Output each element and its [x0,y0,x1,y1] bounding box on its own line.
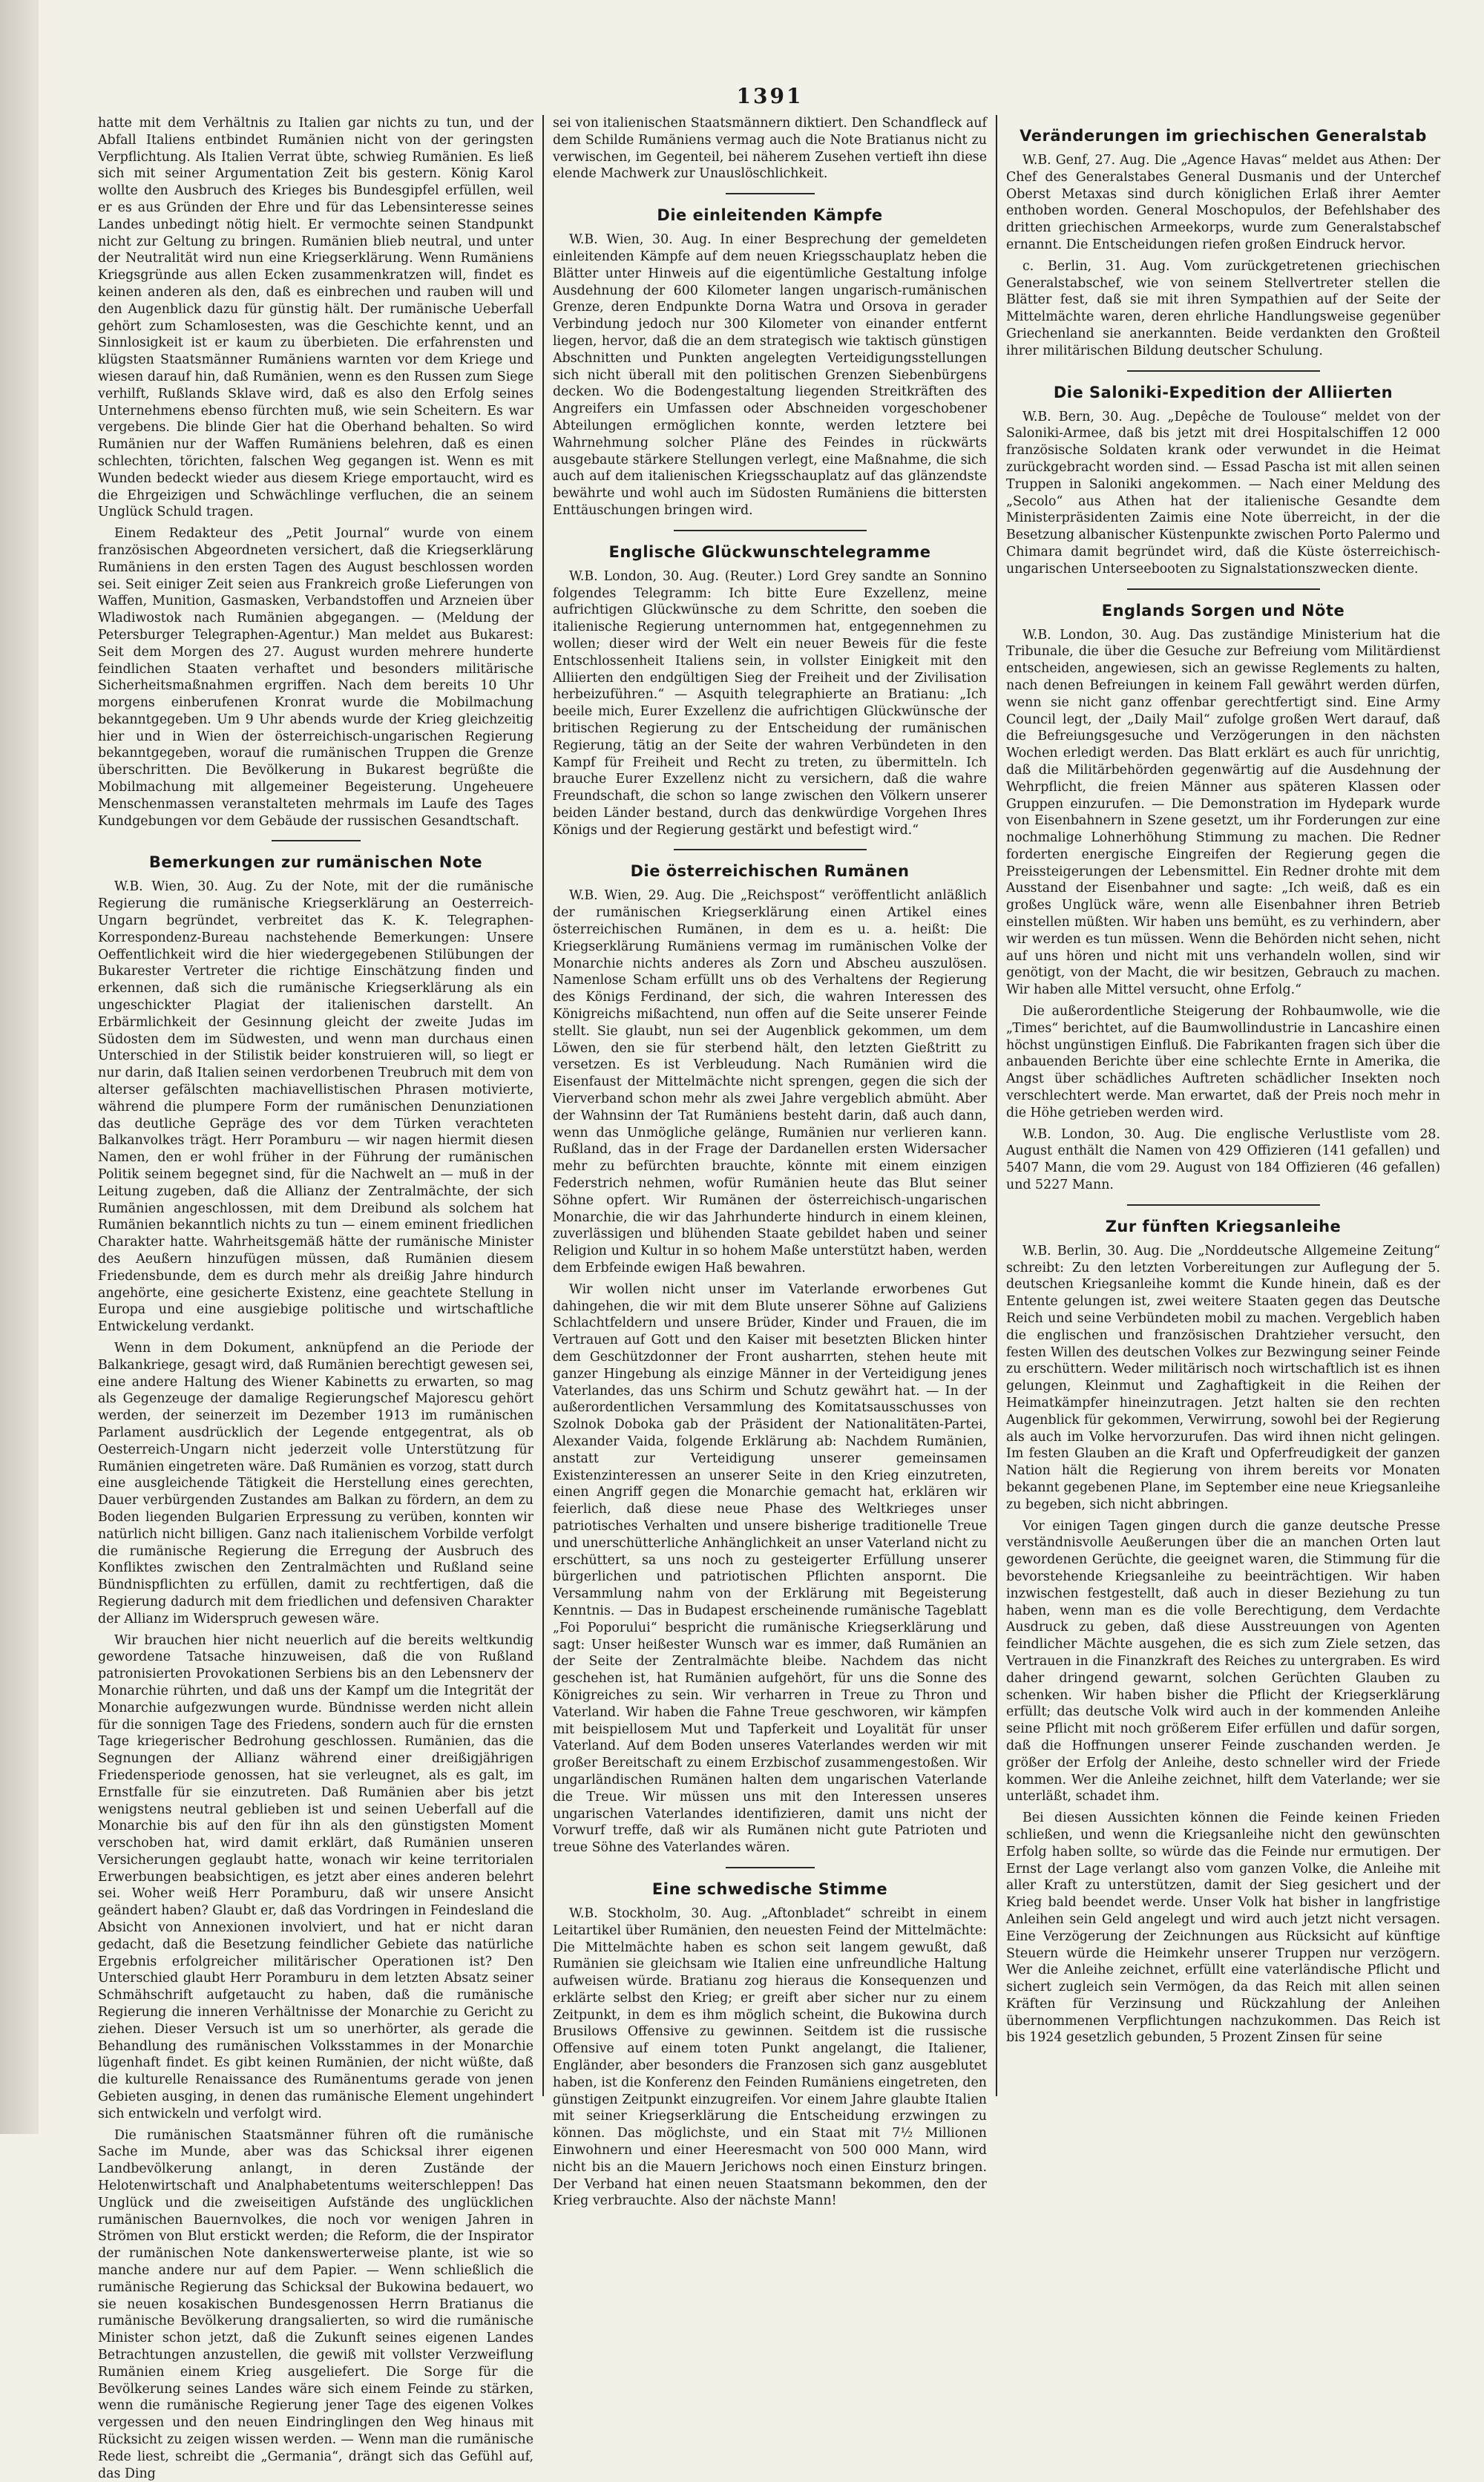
article-paragraph: W.B. Wien, 29. Aug. Die „Reichspost“ veröffentlicht anläßlich der rumänischen Kriegserklärung einen Artikel eines österreichischen Rumänen, in dem es u. a. heißt: Die Kriegserklärung Rumäniens vermag im rumänischen Volke der Monarchie nichts anderes als Zorn und Abscheu auszulösen. Namenlose Scham erfüllt uns ob des Verhaltens der Regierung des Königs Ferdinand, der sich, die wahren Interessen des Königreichs mißachtend, nun offen auf die Seite unserer Feinde stellt. Sie glaubt, nun sei der Augenblick gekommen, um dem Löwen, den sie für sterbend hält, den letzten Gießtritt zu versetzen. Es ist Verbleudung. Nach Rumänien wird die Eisenfaust der Mittelmächte nicht sprengen, gegen die sich der Vierverband schon mehr als zwei Jahre vergeblich abmüht. Aber der Wahnsinn der Tat Rumäniens besteht darin, daß auch dann, wenn das Unmögliche gelänge, Rumänien nur verlieren kann. Rußland, das in der Frage der Dardanellen ersten Widersacher mehr zu befürchten brauchte, könnte mit einem einzigen Federstrich nehmen, wofür Rumänien heute das Blut seiner Söhne opfert. Wir Rumänen der österreichisch-ungarischen Monarchie, die wir das Jahrhunderte hindurch in einem kleinen, zuverlässigen und blühenden Staate gebildet haben und seiner Religion und Kultur in so hohem Maße unterstützt haben, werden dem Erbfeinde ewigen Haß bewahren. [553,888,987,1276]
newspaper-page [89,70,1451,2481]
article-headline: Die österreichischen Rumänen [630,862,910,881]
section-divider [272,840,361,841]
article-paragraph: W.B. Berlin, 30. Aug. Die „Norddeutsche Allgemeine Zeitung“ schreibt: Zu den letzten Vorbereitungen zur Auflegung der 5. deutschen Kriegsanleihe kommt die Kunde hinein, daß es der Entente gelungen ist, zwei weitere Staaten gegen das Deutsche Reich und seine Verbündeten mobil zu machen. Vergeblich haben die englischen und französischen Drahtzieher versucht, den festen Willen des deutschen Volkes zur Bezwingung seiner Feinde zu erschüttern. Weder militärisch noch wirtschaftlich ist es ihnen gelungen, Kleinmut und Zaghaftigkeit in die Reihen der Heimatkämpfer hineinzutragen. Jetzt halten sie den rechten Augenblick für gekommen, Verwirrung, sowohl bei der Regierung als auch im Volke hervorzurufen. Das wird ihnen nicht gelingen. Im festen Glauben an die Kraft und Opferfreudigkeit der ganzen Nation hält die Regierung von ihrem bereits vor Monaten bekannt gegebenen Plane, im September eine neue Kriegsanleihe zu begeben, sich nicht abbringen. [1006,1243,1440,1512]
article-paragraph: Vor einigen Tagen gingen durch die ganze deutsche Presse verständnisvolle Aeußerungen über die an manchen Orten laut gewordenen Gerüchte, die geeignet waren, die Stimmung für die bevorstehende Kriegsanleihe zu beeinträchtigen. Wir haben inzwischen festgestellt, daß auch in dieser Beziehung zu tun haben, wenn man es die volle Berechtigung, dem Verdachte Ausdruck zu geben, daß diese Ausstreuungen von Agenten feindlicher Mächte ausgehen, die es sich zum Ziele setzen, das Vertrauen in die Finanzkraft des Reiches zu untergraben. Es wird daher dringend gewarnt, solchen Gerüchten Glauben zu schenken. Wir haben bisher die Pflicht der Kriegserklärung erfüllt; das deutsche Volk wird auch in der kommenden Anleihe seine Pflicht mit noch größerem Eifer erfüllen und dafür sorgen, daß die Hoffnungen unserer Feinde zuschanden werden. Je größer der Erfolg der Anleihe, desto schneller wird der Friede kommen. Wer die Anleihe zeichnet, hilft dem Vaterlande; wer sie unterläßt, schadet ihm. [1006,1518,1440,1805]
section-divider [726,1867,815,1868]
article-paragraph: Einem Redakteur des „Petit Journal“ wurde von einem französischen Abgeordneten versichert, daß die Kriegserklärung Rumäniens in den ersten Tagen des August beschlossen worden sei. Seit einiger Zeit seien aus Frankreich große Lieferungen von Waffen, Munition, Gasmasken, Verbandstoffen und Arzneien über Wladiwostok nach Rumänien abgegangen. — (Meldung der Petersburger Telegraphen-Agentur.) Man meldet aus Bukarest: Seit dem Morgen des 27. August wurden mehrere hunderte feindlichen Staaten verhaftet und besonders militärische Sicherheitsmaßnahmen ergriffen. Nach dem bereits 10 Uhr morgens einberufenen Kronrat wurde die Mobilmachung bekanntgegeben. Um 9 Uhr abends wurde der Krieg gleichzeitig hier und in Wien der österreichisch-ungarischen Regierung bekanntgegeben, worauf die rumänischen Truppen die Grenze überschritten. Die Bevölkerung in Bukarest begrüßte die Mobilmachung mit allgemeiner Begeisterung. Ungeheuere Menschenmassen veranstalteten mehrmals im Laufe des Tages Kundgebungen vor dem Gebäude der russischen Gesandtschaft. [98,526,533,829]
column-3 [996,115,1449,2096]
article-headline: Die einleitenden Kämpfe [657,206,883,225]
article-headline: Die Saloniki-Expedition der Alliierten [1053,383,1393,401]
section-divider [674,530,867,531]
article-paragraph: Wir brauchen hier nicht neuerlich auf die bereits weltkundig gewordene Tatsache hinzuweisen, daß die von Rußland patronisierten Provokationen Serbiens bis an den Lebensnerv der Monarchie rührten, und daß uns der Kampf um die Integrität der Monarchie aufgezwungen wurde. Bündnisse werden nicht allein für die sonnigen Tage des Friedens, sondern auch für die ernsten Tage kriegerischer Bedrohung geschlossen. Rumänien, das die Segnungen der Allianz während einer dreißigjährigen Friedensperiode genossen, hat sie verleugnet, als es galt, im Ernstfalle für sie einzutreten. Daß Rumänien aber bis jetzt wenigstens neutral geblieben ist und seinen Ueberfall auf die Monarchie bis auf den für ihn als den günstigsten Moment verschoben hat, wird damit erklärt, daß Rumänien unseren Versicherungen geglaubt hatte, wonach wir keine territorialen Erwerbungen beabsichtigen, es jetzt aber eines anderen belehrt sei. Woher weiß Herr Poramburu, daß wir unsere Ansicht geändert haben? Glaubt er, daß das Vordringen in Feindesland die Absicht von Annexionen involviert, und hat er nicht daran gedacht, daß die Besetzung feindlicher Gebiete das natürliche Ergebnis erfolgreicher militärischer Operationen ist? Den Unterschied glaubt Herr Poramburu in dem letzten Absatz seiner Schmähschrift aufgetaucht zu haben, daß die rumänische Regierung die inneren Verhältnisse der Monarchie zu Gericht zu ziehen. Dieser Versuch ist um so unerhörter, als gerade die Behandlung des rumänischen Volksstammes in der Monarchie lügenhaft findet. Es gibt keinen Rumänien, der nicht wüßte, daß die kulturelle Renaissance des Rumänentums gerade von jenen Gebieten ausging, in denen das rumänische Element ungehindert sich entwickeln und verfolgt wird. [98,1632,533,2121]
article-paragraph: W.B. Stockholm, 30. Aug. „Aftonbladet“ schreibt in einem Leitartikel über Rumänien, den neuesten Feind der Mittelmächte: Die Mittelmächte haben es schon seit langem gewußt, daß Rumänien sie gleichsam wie Italien eine unfreundliche Haltung aufweisen würde. Bratianu zog hieraus die Konsequenzen und erklärte selbst den Krieg; er greift aber sicher nur zu einem Zeitpunkt, in dem es ihm möglich scheint, die Bukowina durch Brusilows Offensive zu gewinnen. Seitdem ist die russische Offensive auf einem toten Punkt angelangt, die Italiener, Engländer, aber besonders die Franzosen sich ganz ausgeblutet haben, ist die Konferenz den Feinden Rumäniens eingetreten, den günstigen Zeitpunkt einzugreifen. Vor einem Jahre glaubte Italien mit seiner Kriegserklärung die Entscheidung erzwingen zu können. Das möglichste, und ein Staat mit 7½ Millionen Einwohnern und einer Heeresmacht von 500 000 Mann, wird nicht bis an die Mauern Jerichows noch einen Einsturz bringen. Der Verband hat einen neuen Staatsmann bekommen, den der Krieg verbrauchte. Also der nächste Mann! [553,1905,987,2209]
article-paragraph: W.B. London, 30. Aug. Das zuständige Ministerium hat die Tribunale, die über die Gesuche zur Befreiung vom Militärdienst entscheiden, angewiesen, sich an gewisse Reglements zu halten, nach denen Befreiungen in keinem Fall gewährt werden dürfen, wenn sie nicht ganz offenbar gerechtfertigt sind. Eine Army Council legt, der „Daily Mail“ zufolge großen Wert darauf, daß die Befreiungsgesuche und Verzögerungen in den nächsten Wochen erledigt werden. Das Blatt erklärt es auch für unrichtig, daß die Militärbehörden gegenwärtig auf die Ausdehnung der Wehrpflicht, die freien Männer aus späteren Klassen oder Gruppen einzurufen. — Die Demonstration im Hydepark wurde von Eisenbahnern in Szene gesetzt, um ihr Forderungen zur eine nochmalige Lohnerhöhung Stimmung zu machen. Die Redner forderten energische Eingreifen der Regierung gegen die Preissteigerungen der Lebensmittel. Ein Redner drohte mit dem Ausstand der Eisenbahner und sagte: „Ich weiß, daß es ein großes Unglück wäre, wenn alle Eisenbahner ihren Betrieb einstellen müßten. Wir haben uns bemüht, es zu verhindern, aber wir werden es tun müssen. Wenn die Behörden nicht sehen, nicht auf uns hören und nicht mit uns verhandeln wollen, sind wir genötigt, von der Macht, die wir besitzen, Gebrauch zu machen. Wir haben alle Mittel versucht, ohne Erfolg.“ [1006,627,1440,998]
section-divider [1127,370,1320,372]
article-paragraph: W.B. London, 30. Aug. Die englische Verlustliste vom 28. August enthält die Namen von 429 Offizieren (141 gefallen) und 5407 Mann, die vom 29. August von 184 Offizieren (46 gefallen) und 5227 Mann. [1006,1126,1440,1193]
article-paragraph: W.B. Genf, 27. Aug. Die „Agence Havas“ meldet aus Athen: Der Chef des Generalstabes General Dusmanis und der Unterchef Oberst Metaxas sind durch königlichen Erlaß ihrer Aemter enthoben worden. General Moschopulos, der Befehlshaber des dritten griechischen Armeekorps, wurde zum Generalstabschef ernannt. Die Entscheidungen riefen großen Eindruck hervor. [1006,153,1440,252]
article-paragraph: W.B. London, 30. Aug. (Reuter.) Lord Grey sandte an Sonnino folgendes Telegramm: Ich bitte Eure Exzellenz, meine aufrichtigen Glückwünsche zu dem Schritte, den soeben die italienische Regierung unternommen hat, entgegennehmen zu wollen; dieser wird der Welt ein neuer Beweis für die feste Entschlossenheit Italiens sein, in vollster Einigkeit mit den Alliierten den endgültigen Sieg der Freiheit und der Zivilisation herbeizuführen.“ — Asquith telegraphierte an Bratianu: „Ich beeile mich, Eurer Exzellenz die aufrichtigen Glückwünsche der britischen Regierung zu der Entscheidung der rumänischen Regierung, tätig an der Seite der wahren Verbündeten in den Kampf für Freiheit und Recht zu treten, zu übermitteln. Ich brauche Eurer Exzellenz nicht zu versichern, daß die wahre Freundschaft, die schon so lange zwischen den Völkern unserer beiden Länder bestand, durch das denkwürdige Vorgehen Ihres Königs und der Regierung gestärkt und befestigt wird.“ [553,568,987,838]
article-headline: Veränderungen im griechischen Generalstab [1020,127,1427,145]
column-1 [89,115,542,2481]
article-headline: Bemerkungen zur rumänischen Note [148,853,483,872]
section-divider [1127,588,1320,590]
article-paragraph: c. Berlin, 31. Aug. Vom zurückgetretenen griechischen Generalstabschef, wie von seinem Stellvertreter stellen die Blätter fest, daß sie mit ihren Sympathien auf der Seite der Mittelmächte waren, deren ehrliche Handlungsweise gegenüber Griechenland sie anerkannten. Beide verdankten den Großteil ihrer militärischen Bildung deutscher Schulung. [1006,258,1440,358]
article-headline: Englische Glückwunschtelegramme [608,542,931,561]
article-paragraph: Die rumänischen Staatsmänner führen oft die rumänische Sache im Munde, aber was das Schicksal ihrer eigenen Landbevölkerung anlangt, in deren Zustände der Helotenwirtschaft und Analphabetentums weiterschleppen! Das Unglück und die zweiseitigen Aufstände des unglücklichen rumänischen Bauernvolkes, die noch vor wenigen Jahren in Strömen von Blut erstickt werden; die Reform, die der Inspirator der rumänischen Note dankenswerterweise plante, ist wie so manche andere nur auf dem Papier. — Wenn schließlich die rumänische Regierung das Schicksal der Bukowina bedauert, wo sie neuen kosakischen Bundesgenossen Herrn Bratianus die rumänische Bevölkerung drangsalierten, so wird die rumänische Minister schon jetzt, daß die Zukunft seines eigenen Landes Betrachtungen anzustellen, die gewiß mit vollster Verzweiflung Rumänien einem Krieg ausgeliefert. Die Sorge für die Bevölkerung seines Landes wäre sich einem Feinde zu stärken, wenn die rumänische Regierung jener Tage des eigenen Volkes vergessen und den neuen Eindringlingen den Weg hinaus mit Rücksicht zu zeigen wissen werden. — Wenn man die rumänische Rede liest, schreibt die „Germania“, drängt sich das Gefühl auf, das Ding [98,2127,533,2481]
article-headline: Zur fünften Kriegsanleihe [1105,1217,1342,1235]
article-paragraph: W.B. Wien, 30. Aug. In einer Besprechung der gemeldeten einleitenden Kämpfe auf dem neuen Kriegsschauplatz heben die Blätter unter Hinweis auf die eigentümliche Gestaltung infolge Ausdehnung der 600 Kilometer langen ungarisch-rumänischen Grenze, deren Endpunkte Dorna Watra und Orsova in gerader Verbindung jedoch nur 300 Kilometer von einander entfernt liegen, hervor, daß die an dem strategisch wie taktisch günstigen Abschnitten und Punkten angelegten Verteidigungsstellungen sich nicht überall mit den politischen Grenzen Siebenbürgens decken. Wo die Bodengestaltung liegenden Streitkräften des Angreifers ein Umfassen oder Abschneiden vorgeschobener Abteilungen ermöglichen konnte, werden letztere bei Wahrnehmung solcher Pläne des Feindes in rückwärts ausgebaute stärkere Stellungen verlegt, eine Maßnahme, die sich auch auf dem italienischen Kriegsschauplatz auf das glänzendste bewährte und wohl auch im Südosten Rumäniens die bittersten Enttäuschungen bringen wird. [553,232,987,518]
article-paragraph: Die außerordentliche Steigerung der Rohbaumwolle, wie die „Times“ berichtet, auf die Baumwollindustrie in Lancashire einen höchst ungünstigen Einfluß. Die Fabrikanten fragen sich über die anbauenden Berichte über eine schlechte Ernte in Amerika, die Angst über schädliches Auftreten schädlicher Insekten noch verschlechtert werde. Man erwartet, daß der Preis noch mehr in die Höhe getrieben werden wird. [1006,1004,1440,1120]
section-divider [1127,1204,1320,1206]
page-number: 1391 [736,84,804,108]
article-paragraph: Bei diesen Aussichten können die Feinde keinen Frieden schließen, und wenn die Kriegsanleihe nicht den gewünschten Erfolg haben sollte, so würde das die Feinde nur ermutigen. Der Ernst der Lage verlangt also vom ganzen Volke, die Anleihe mit aller Kraft zu unterstützen, damit der Sieg gesichert und der Krieg bald beendet werde. Unser Volk hat bisher in langfristige Anleihen sein Geld angelegt und wird auch jetzt nicht versagen. Eine Verzögerung der Zeichnungen aus Rücksicht auf künftige Steuern würde die Heimkehr unserer Truppen nur verzögern. Wer die Anleihe zeichnet, erfüllt eine vaterländische Pflicht und sichert zugleich sein Vermögen, da das Reich mit allen seinen Kräften für Verzinsung und Rückzahlung der Anleihen übernommenen Verpflichtungen nachzukommen. Das Reich ist bis 1924 gesetzlich gebunden, 5 Prozent Zinsen für seine [1006,1810,1440,2046]
text-columns [89,115,1451,2481]
article-headline: Eine schwedische Stimme [651,1879,888,1898]
article-paragraph: Wir wollen nicht unser im Vaterlande erworbenes Gut dahingehen, die wir mit dem Blute unserer Söhne auf Galiziens Schlachtfeldern und unsere Brüder, Kinder und Frauen, die im Vertrauen auf Gott und den Kaiser mit besetzten Blicken hinter dem Geschützdonner der Front ausharrten, stehen heute mit ganzer Hingebung als einzige Männer in der Verteidigung jenes Vaterlandes, das uns Schirm und Schutz gewährt hat. — In der außerordentlichen Versammlung des Komitatsausschusses von Szolnok Doboka gab der Präsident der Nationalitäten-Partei, Alexander Vaida, folgende Erklärung ab: Nachdem Rumänien, anstatt zur Verteidigung unserer gemeinsamen Existenzinteressen an unserer Seite in den Krieg einzutreten, einen Angriff gegen die Monarchie gemacht hat, erklären wir feierlich, daß diese neue Phase des Weltkrieges unser patriotisches Verhalten und unsere bisherige traditionelle Treue und unerschütterliche Anhänglichkeit an unser Vaterland nicht zu erschüttert, sa uns noch zu gesteigerter Erfüllung unserer bürgerlichen und patriotischen Pflichten anspornt. Die Versammlung nahm von der Erklärung mit Begeisterung Kenntnis. — Das in Budapest erscheinende rumänische Tageblatt „Foi Poporului“ bespricht die rumänische Kriegserklärung und sagt: Unser heißester Wunsch war es immer, daß Rumänien an der Seite der Zentralmächte bleibe. Nachdem das nicht geschehen ist, hat Rumänien aufgehört, für uns die Sonne des Königreiches zu sein. Wir verharren in Treue zu Thron und Vaterland. Wir haben die Fahne Treue geschworen, wir kämpfen mit beispiellosem Mut und Tapferkeit und Loyalität für unser Vaterland. Auf dem Boden unseres Vaterlandes werden wir mit großer Bereitschaft zu einem Erzbischof zusammengestoßen. Wir ungarländischen Rumänen halten dem ungarischen Vaterlande die Treue. Wir müssen uns mit den Interessen unseres ungarischen Vaterlandes identifizieren, damit uns nicht der Vorwurf treffe, daß wir als Rumänen nicht gute Patrioten und treue Söhne des Vaterlandes wären. [553,1281,987,1856]
column-2 [542,115,996,2209]
article-paragraph: Wenn in dem Dokument, anknüpfend an die Periode der Balkankriege, gesagt wird, daß Rumänien berechtigt gewesen sei, eine andere Haltung des Wiener Kabinetts zu erwarten, so mag als Gegenzeuge der damalige Regierungschef Majorescu gehört werden, der seinerzeit im Dezember 1913 im rumänischen Parlament ausdrücklich der Legende entgegentrat, als ob Oesterreich-Ungarn nicht jederzeit volle Unterstützung für Rumänien eingetreten wäre. Daß Rumänien es vorzog, statt durch eine ausgleichende Tätigkeit die Herstellung eines gerechten, Dauer verbürgenden Zustandes am Balkan zu fördern, an dem zu Boden liegenden Bulgarien Erpressung zu verüben, konnten wir natürlich nicht billigen. Ganz nach italienischem Vorbilde verfolgt die rumänische Regierung die Erregung der Ausbruch des Konfliktes zwischen den Zentralmächten und Rußland seine Bündnispflichten zu erfüllen, damit zu rechtfertigen, daß die Regierung dadurch mit dem friedlichen und defensiven Charakter der Allianz im Widerspruch gewesen wäre. [98,1340,533,1626]
article-headline: Englands Sorgen und Nöte [1101,601,1345,620]
article-paragraph: W.B. Wien, 30. Aug. Zu der Note, mit der die rumänische Regierung die rumänische Kriegserklärung an Oesterreich-Ungarn begründet, verbreitet das K. K. Telegraphen-Korrespondenz-Bureau nachstehende Bemerkungen: Unsere Oeffentlichkeit wird die hier wiedergegebenen Stilübungen der Bukarester Vertreter die richtige Einschätzung finden und erkennen, daß sich die rumänische Kriegserklärung als ein ungeschickter Plagiat der italienischen darstellt. An Erbärmlichkeit der Gesinnung gleicht der zweite Judas im Südosten dem im Südwesten, und wenn man durchaus einen Unterschied in der Stilistik beider konstruieren will, so liegt er nur darin, daß Italien seinen verdorbenen Treubruch mit dem von alterser gefälschten machiavellistischen Phrasen motivierte, während die plumpere Form der rumänischen Denunziationen das deutliche Gepräge des vor dem Türken verachteten Balkanvolkes trägt. Herr Poramburu — wir nagen hiermit diesen Namen, den er wohl früher in der Führung der rumänischen Politik seinem begegnet sind, für die Nachwelt an — muß in der Leitung zugeben, daß die Allianz der Zentralmächte, der sich Rumänien angeschlossen, mit dem Dreibund als solchem hat Rumänien bekanntlich nichts zu tun — einem eminent friedlichen Charakter hatte. Wahrheitsgemäß hätte der rumänische Minister des Aeußern hinzufügen müssen, daß Rumänien diesem Friedensbunde, dem es durch mehr als dreißig Jahre hindurch angehörte, eine gesicherte Existenz, eine geachtete Stellung in Europa und eine ausgiebige politische und wirtschaftliche Entwickelung verdankt. [98,879,533,1335]
article-paragraph: sei von italienischen Staatsmännern diktiert. Den Schandfleck auf dem Schilde Rumäniens vermag auch die Note Bratianus nicht zu verwischen, im Gegenteil, bei näherem Zusehen vertieft ihn diese elende Machwerk zur Unauslöschlichkeit. [553,116,987,182]
section-divider [674,849,867,850]
article-paragraph: hatte mit dem Verhältnis zu Italien gar nichts zu tun, und der Abfall Italiens entbindet Rumänien nicht von der geringsten Verpflichtung. Als Italien Verrat übte, schwieg Rumänien. Es ließ sich mit seiner Argumentation Zeit bis gestern. König Karol wollte den Ausbruch des Krieges bis Bundesgipfel erfüllen, weil er es aus Gründen der Ehre und für das Lebensinteresse seines Landes unbedingt nötig hielt. Er vermochte seinen Standpunkt nicht zur Geltung zu bringen. Rumänien blieb neutral, und unter der Neutralität wird nun eine Kriegserklärung. Wenn Rumäniens Kriegsgründe aus allen Ecken zusammenkratzen will, findet es keinen anderen als den, daß es einbrechen und rauben will und den Augenblick dazu für günstig hält. Der rumänische Ueberfall gehört zum Schamlosesten, was die Geschichte kennt, und an Sinnlosigkeit ist er kaum zu überbieten. Die erfahrensten und klügsten Staatsmänner Rumäniens warnten vor dem Kriege und wiesen darauf hin, daß Rumänien, wenn es den Russen zum Siege verhilft, Rußlands Sklave wird, daß es also den Erfolg seines Unternehmens ebenso fürchten muß, wie sein Scheitern. Es war vergebens. Die blinde Gier hat die Oberhand behalten. So wird Rumänien nur der Waffen Rumäniens belehren, daß es einen schlechten, törichten, falschen Weg gegangen ist. Wenn es mit Wunden bedeckt wieder aus diesem Kriege emportaucht, wird es die Ehrgeizigen und Schwächlinge verfluchen, die an seinem Unglück Schuld tragen. [98,116,533,520]
section-divider [726,193,815,194]
article-paragraph: W.B. Bern, 30. Aug. „Depêche de Toulouse“ meldet von der Saloniki-Armee, daß bis jetzt mit drei Hospitalschiffen 12 000 französische Soldaten krank oder verwundet in die Heimat zurückgebracht worden sind. — Essad Pascha ist mit allen seinen Truppen in Saloniki angekommen. — Nach einer Meldung des „Secolo“ aus Athen hat der italienische Gesandte dem Ministerpräsidenten Zaimis eine Note überreicht, in der die Besetzung albanischer Küstenpunkte zwischen Porto Palermo und Chimara damit begründet wird, daß die Küste österreichisch-ungarischen Unterseebooten zu Signalstationszwecken diente. [1006,409,1440,577]
scan-binding-edge [0,0,39,2134]
